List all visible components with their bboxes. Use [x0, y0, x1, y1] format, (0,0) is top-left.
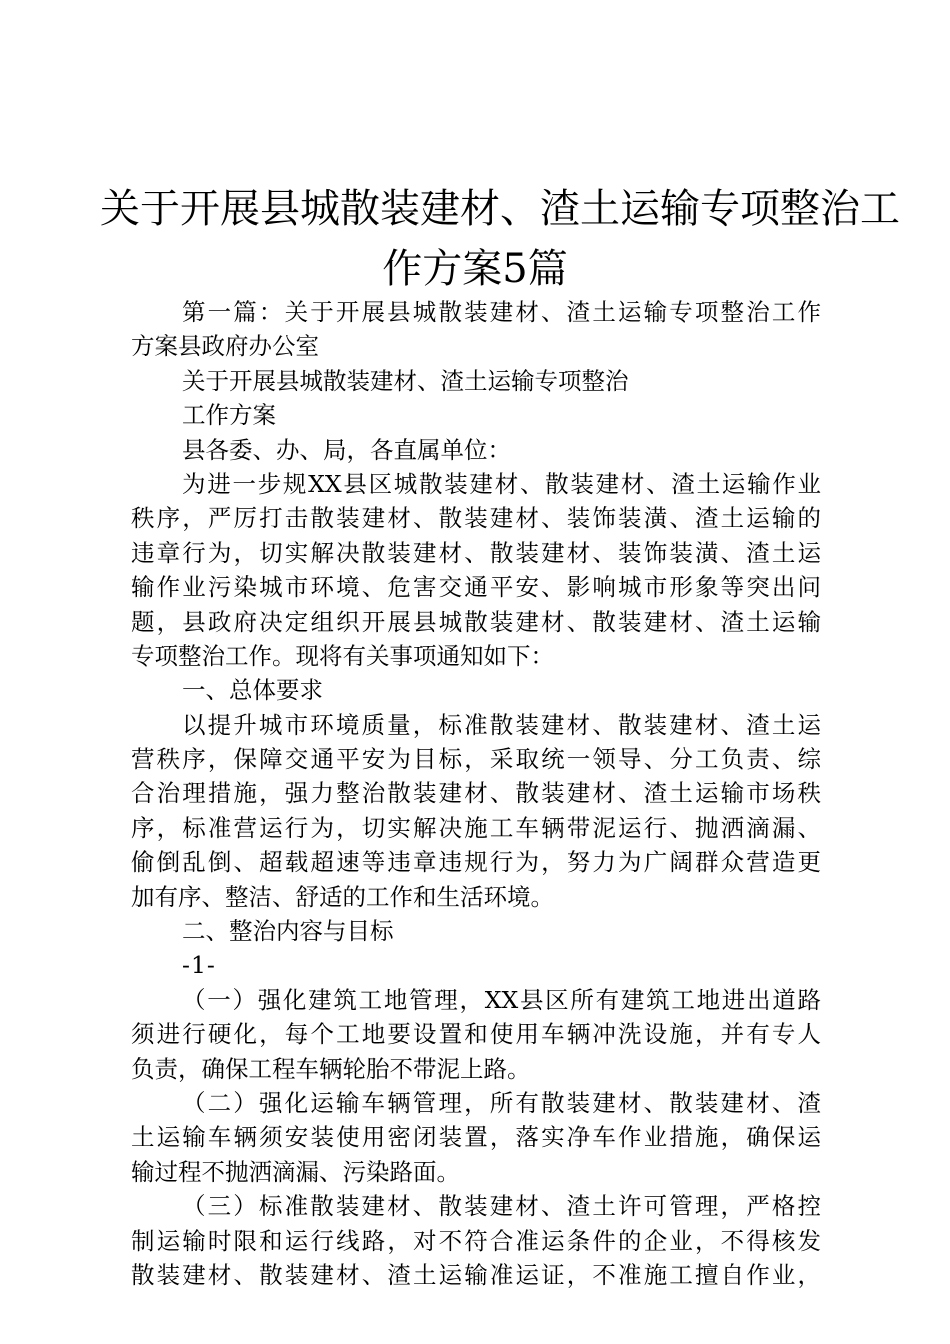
section-heading: 一、总体要求: [182, 676, 323, 705]
section-heading: 二、整治内容与目标: [182, 917, 394, 946]
paragraph-line: 制运输时限和运行线路，对不符合准运条件的企业，不得核发: [131, 1226, 821, 1255]
paragraph-line: 负责，确保工程车辆轮胎不带泥上路。: [131, 1054, 531, 1083]
paragraph-line: 为进一步规XX县区城散装建材、散装建材、渣土运输作业: [182, 469, 821, 498]
page-number: -1-: [182, 951, 216, 980]
document-title-line-1: 关于开展县城散装建材、渣土运输专项整治工: [100, 186, 900, 232]
paragraph-line: 秩序，严厉打击散装建材、散装建材、装饰装潢、渣土运输的: [131, 504, 821, 533]
paragraph-line: 题，县政府决定组织开展县城散装建材、散装建材、渣土运输: [131, 607, 821, 636]
document-body: [131, 295, 821, 1292]
paragraph-line: 方案县政府办公室: [131, 332, 319, 361]
paragraph-line: 县各委、办、局，各直属单位：: [182, 435, 511, 464]
paragraph-line: 专项整治工作。现将有关事项通知如下：: [131, 641, 554, 670]
paragraph-line: （三）标准散装建材、散装建材、渣土许可管理，严格控: [182, 1192, 821, 1221]
paragraph-line: 违章行为，切实解决散装建材、散装建材、装饰装潢、渣土运: [131, 538, 821, 567]
paragraph-line: 工作方案: [182, 401, 276, 430]
paragraph-line: 加有序、整洁、舒适的工作和生活环境。: [131, 882, 554, 911]
paragraph-line: 以提升城市环境质量，标准散装建材、散装建材、渣土运: [182, 710, 821, 739]
paragraph-line: 合治理措施，强力整治散装建材、散装建材、渣土运输市场秩: [131, 779, 821, 808]
document-title-line-2: 作方案5篇: [382, 246, 568, 292]
paragraph-line: 输过程不抛洒滴漏、污染路面。: [131, 1157, 460, 1186]
paragraph-line: 序，标准营运行为，切实解决施工车辆带泥运行、抛洒滴漏、: [131, 813, 821, 842]
paragraph-line: 须进行硬化，每个工地要设置和使用车辆冲洗设施，并有专人: [131, 1020, 821, 1049]
paragraph-line: 偷倒乱倒、超载超速等违章违规行为，努力为广阔群众营造更: [131, 848, 821, 877]
paragraph-line: 输作业污染城市环境、危害交通平安、影响城市形象等突出问: [131, 573, 821, 602]
paragraph-line: 营秩序，保障交通平安为目标，采取统一领导、分工负责、综: [131, 745, 821, 774]
paragraph-line: （二）强化运输车辆管理，所有散装建材、散装建材、渣: [182, 1088, 821, 1117]
paragraph-line: 关于开展县城散装建材、渣土运输专项整治: [182, 366, 629, 395]
paragraph-line: 第一篇：关于开展县城散装建材、渣土运输专项整治工作: [182, 298, 821, 326]
paragraph-line: 散装建材、散装建材、渣土运输准运证，不准施工擅自作业，: [131, 1260, 821, 1289]
paragraph-line: 土运输车辆须安装使用密闭装置，落实净车作业措施，确保运: [131, 1123, 821, 1152]
paragraph-line: （一）强化建筑工地管理，XX县区所有建筑工地进出道路: [182, 985, 821, 1014]
